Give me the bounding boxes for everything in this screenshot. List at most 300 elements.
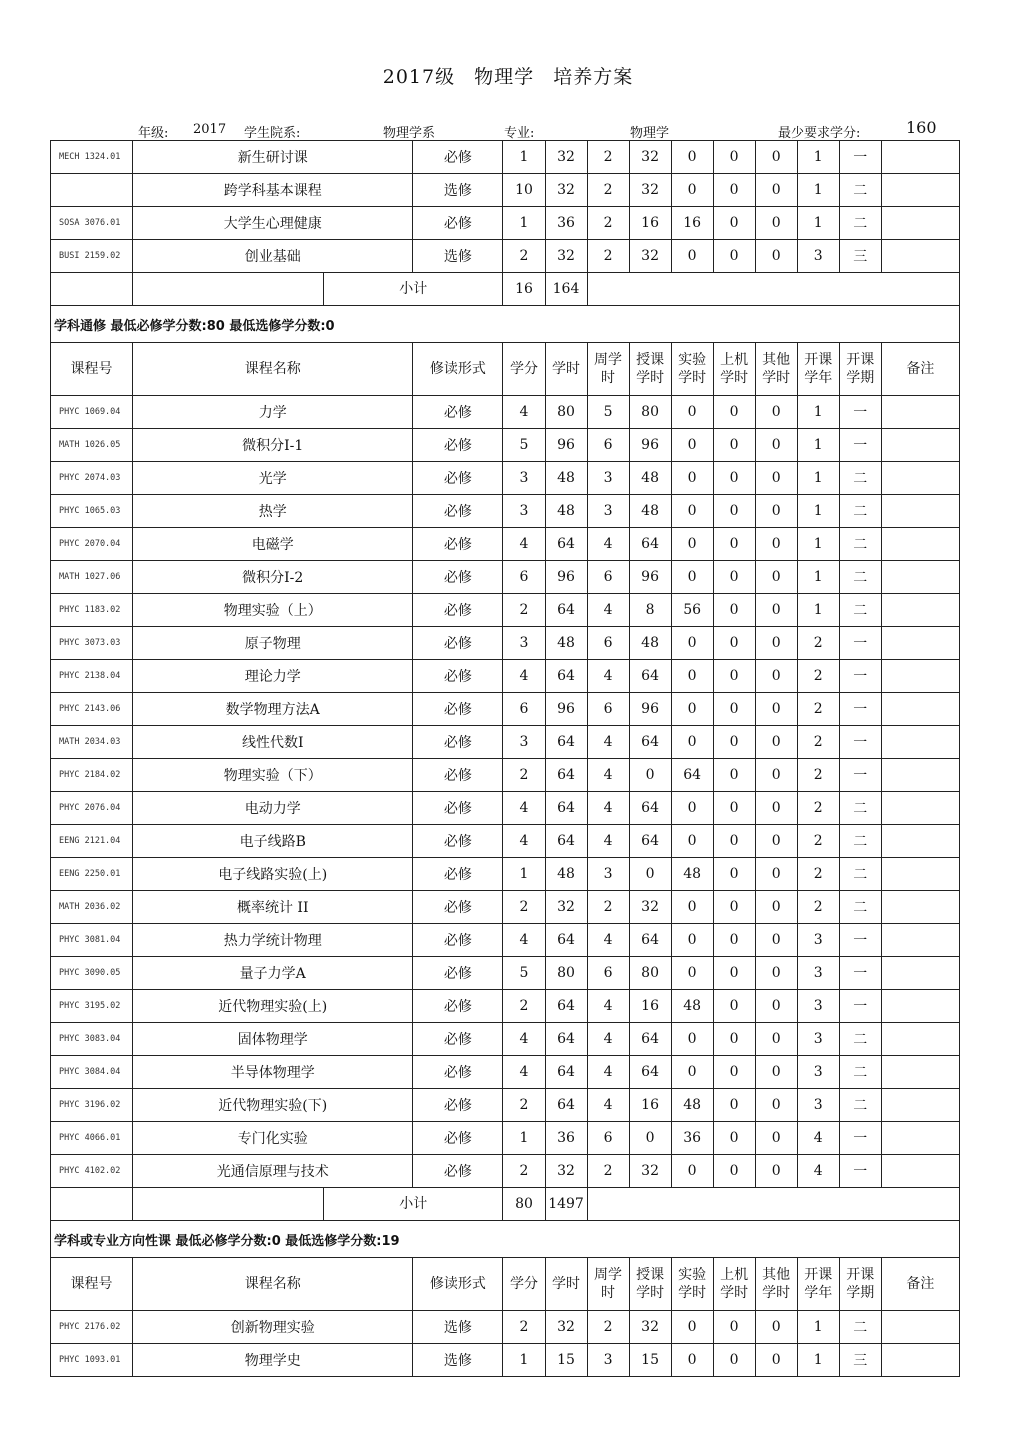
hours-cell: 64 [545,1023,587,1056]
study-mode-cell: 必修 [413,429,503,462]
credits-cell: 1 [503,141,545,174]
course-code-cell: PHYC 1069.04 [51,396,133,429]
hours-cell: 64 [545,660,587,693]
weekly-hours-cell: 6 [587,693,629,726]
course-name-cell: 创业基础 [133,240,413,273]
other-hours-cell: 0 [755,1155,797,1188]
course-code-cell: EENG 2121.04 [51,825,133,858]
table-row [51,1122,960,1155]
section-title: 学科通修 最低必修学分数:80 最低选修学分数:0 [51,306,960,343]
course-code-cell: PHYC 3196.02 [51,1089,133,1122]
lecture-hours-cell: 16 [629,1089,671,1122]
course-code-cell: PHYC 3090.05 [51,957,133,990]
course-plan-table [50,140,960,1377]
course-code-cell: BUSI 2159.02 [51,240,133,273]
remark-cell [881,1122,959,1155]
table-row [51,240,960,273]
start-year-header: 开课 学年 [797,343,839,396]
weekly-hours-cell: 4 [587,1089,629,1122]
credits-cell: 6 [503,693,545,726]
term-cell: 二 [839,528,881,561]
other-hours-cell: 0 [755,429,797,462]
remark-cell [881,957,959,990]
table-row [51,1023,960,1056]
title-plan: 培养方案 [553,66,634,88]
start-year-cell: 4 [797,1155,839,1188]
remark-cell [881,1155,959,1188]
course-code-cell: PHYC 3195.02 [51,990,133,1023]
course-code-cell: PHYC 2070.04 [51,528,133,561]
computer-hours-cell: 0 [713,1089,755,1122]
study-mode-cell: 必修 [413,891,503,924]
lecture-hours-header: 授课 学时 [629,343,671,396]
table-row [51,627,960,660]
study-mode-cell: 必修 [413,759,503,792]
lecture-hours-cell: 96 [629,429,671,462]
hours-cell: 64 [545,528,587,561]
term-cell: 一 [839,924,881,957]
start-year-cell: 2 [797,660,839,693]
other-hours-cell: 0 [755,1311,797,1344]
course-code-cell: MATH 1027.06 [51,561,133,594]
start-year-cell: 2 [797,726,839,759]
course-name-cell: 电子线路实验(上) [133,858,413,891]
lab-hours-cell: 36 [671,1122,713,1155]
start-year-cell: 4 [797,1122,839,1155]
credits-cell: 4 [503,396,545,429]
study-mode-cell: 必修 [413,1023,503,1056]
other-hours-cell: 0 [755,495,797,528]
computer-hours-cell: 0 [713,174,755,207]
lab-hours-cell: 0 [671,1344,713,1377]
term-cell: 一 [839,957,881,990]
start-year-cell: 1 [797,528,839,561]
lab-hours-cell: 0 [671,141,713,174]
subtotal-blank [51,273,133,306]
lecture-hours-cell: 32 [629,1155,671,1188]
subtotal-blank [51,1188,133,1221]
other-hours-cell: 0 [755,1023,797,1056]
course-name-cell: 创新物理实验 [133,1311,413,1344]
credits-cell: 4 [503,825,545,858]
remark-cell [881,594,959,627]
start-year-cell: 1 [797,141,839,174]
credits-cell: 3 [503,726,545,759]
grade-value: 2017 [193,122,227,137]
start-year-cell: 3 [797,240,839,273]
course-code-cell: PHYC 1093.01 [51,1344,133,1377]
subtotal-row [51,1188,960,1221]
lecture-hours-cell: 48 [629,627,671,660]
table-row [51,141,960,174]
hours-cell: 96 [545,561,587,594]
credits-cell: 4 [503,528,545,561]
course-name-cell: 力学 [133,396,413,429]
dept-value: 物理学系 [383,126,436,141]
term-cell: 二 [839,561,881,594]
table-row [51,561,960,594]
lab-hours-cell: 0 [671,561,713,594]
course-code-cell: MATH 1026.05 [51,429,133,462]
subtotal-hours: 164 [545,273,587,306]
hours-cell: 64 [545,594,587,627]
start-year-cell: 1 [797,429,839,462]
lab-hours-cell: 0 [671,429,713,462]
study-mode-cell: 必修 [413,990,503,1023]
study-mode-cell: 必修 [413,825,503,858]
weekly-hours-cell: 2 [587,1155,629,1188]
computer-hours-cell: 0 [713,1311,755,1344]
computer-hours-cell: 0 [713,990,755,1023]
hours-cell: 32 [545,240,587,273]
course-name-cell: 近代物理实验(下) [133,1089,413,1122]
lab-hours-cell: 0 [671,174,713,207]
term-cell: 二 [839,858,881,891]
course-name-cell: 电子线路B [133,825,413,858]
course-code-cell: PHYC 2143.06 [51,693,133,726]
course-name-cell: 大学生心理健康 [133,207,413,240]
term-cell: 一 [839,396,881,429]
start-year-cell: 1 [797,207,839,240]
start-year-cell: 2 [797,792,839,825]
subtotal-label [133,1188,503,1221]
course-name-cell: 概率统计 II [133,891,413,924]
table-row [51,792,960,825]
remark-header: 备注 [881,1258,959,1311]
lecture-hours-cell: 64 [629,924,671,957]
hours-cell: 48 [545,858,587,891]
credits-cell: 6 [503,561,545,594]
table-row [51,1311,960,1344]
lab-hours-cell: 16 [671,207,713,240]
subtotal-rest [587,273,959,306]
other-hours-cell: 0 [755,462,797,495]
study-mode-cell: 必修 [413,627,503,660]
credits-cell: 3 [503,495,545,528]
course-code-cell: PHYC 4066.01 [51,1122,133,1155]
other-hours-cell: 0 [755,561,797,594]
hours-cell: 80 [545,396,587,429]
remark-cell [881,240,959,273]
remark-cell [881,462,959,495]
credits-cell: 2 [503,759,545,792]
weekly-hours-cell: 4 [587,759,629,792]
course-code-cell: PHYC 2184.02 [51,759,133,792]
study-mode-cell: 必修 [413,1056,503,1089]
remark-cell [881,528,959,561]
other-hours-cell: 0 [755,594,797,627]
course-code-cell: EENG 2250.01 [51,858,133,891]
term-cell: 二 [839,207,881,240]
start-year-cell: 2 [797,825,839,858]
lab-hours-cell: 0 [671,240,713,273]
other-hours-cell: 0 [755,858,797,891]
table-row [51,528,960,561]
lab-hours-header: 实验 学时 [671,343,713,396]
table-row [51,429,960,462]
weekly-hours-cell: 6 [587,561,629,594]
table-row [51,174,960,207]
credits-cell: 1 [503,858,545,891]
remark-cell [881,792,959,825]
remark-cell [881,207,959,240]
course-name-cell: 原子物理 [133,627,413,660]
lab-hours-cell: 0 [671,957,713,990]
hours-cell: 32 [545,1155,587,1188]
lab-hours-cell: 0 [671,924,713,957]
lecture-hours-cell: 64 [629,825,671,858]
term-cell: 一 [839,990,881,1023]
course-name-cell: 微积分I-1 [133,429,413,462]
remark-cell [881,1311,959,1344]
course-name-cell: 固体物理学 [133,1023,413,1056]
hours-cell: 15 [545,1344,587,1377]
credits-cell: 1 [503,1344,545,1377]
study-mode-cell: 必修 [413,792,503,825]
lab-hours-cell: 0 [671,825,713,858]
study-mode-cell: 必修 [413,396,503,429]
other-hours-cell: 0 [755,759,797,792]
lecture-hours-header: 授课学时 [629,1258,671,1311]
start-year-cell: 3 [797,957,839,990]
study-mode-cell: 必修 [413,462,503,495]
table-row [51,495,960,528]
study-mode-cell: 选修 [413,1311,503,1344]
computer-hours-cell: 0 [713,1056,755,1089]
credits-cell: 3 [503,462,545,495]
computer-hours-cell: 0 [713,957,755,990]
weekly-hours-cell: 2 [587,1311,629,1344]
course-name-cell: 电动力学 [133,792,413,825]
table-row [51,207,960,240]
computer-hours-cell: 0 [713,462,755,495]
course-code-cell: PHYC 2076.04 [51,792,133,825]
start-year-cell: 1 [797,462,839,495]
start-year-cell: 2 [797,759,839,792]
course-code-cell: PHYC 3083.04 [51,1023,133,1056]
lab-hours-cell: 0 [671,495,713,528]
hours-cell: 32 [545,141,587,174]
lecture-hours-cell: 32 [629,141,671,174]
course-name-cell: 数学物理方法A [133,693,413,726]
study-mode-cell: 必修 [413,693,503,726]
course-code-cell [51,174,133,207]
section-title: 学科或专业方向性课 最低必修学分数:0 最低选修学分数:19 [51,1221,960,1258]
weekly-hours-cell: 4 [587,792,629,825]
section-header [51,306,960,343]
remark-cell [881,627,959,660]
hours-cell: 32 [545,1311,587,1344]
remark-cell [881,924,959,957]
course-code-cell: PHYC 2074.03 [51,462,133,495]
study-mode-cell: 必修 [413,141,503,174]
lecture-hours-cell: 96 [629,561,671,594]
study-mode-cell: 必修 [413,1122,503,1155]
table-row [51,990,960,1023]
table-row [51,660,960,693]
lab-hours-cell: 48 [671,858,713,891]
study-mode-cell: 必修 [413,726,503,759]
start-year-cell: 1 [797,174,839,207]
subtotal-label [133,273,503,306]
start-year-cell: 2 [797,693,839,726]
study-mode-cell: 必修 [413,594,503,627]
other-hours-cell: 0 [755,141,797,174]
study-mode-cell: 必修 [413,924,503,957]
table-row [51,1089,960,1122]
term-cell: 一 [839,1155,881,1188]
course-name-cell: 物理实验（上） [133,594,413,627]
lab-hours-cell: 64 [671,759,713,792]
other-hours-cell: 0 [755,240,797,273]
title-major: 物理学 [474,66,535,88]
computer-hours-cell: 0 [713,759,755,792]
weekly-hours-cell: 4 [587,924,629,957]
study-mode-cell: 必修 [413,858,503,891]
weekly-hours-cell: 2 [587,174,629,207]
computer-hours-cell: 0 [713,594,755,627]
hours-cell: 48 [545,495,587,528]
computer-hours-cell: 0 [713,528,755,561]
lab-hours-cell: 0 [671,693,713,726]
term-cell: 二 [839,174,881,207]
course-code-cell: PHYC 2176.02 [51,1311,133,1344]
start-year-cell: 1 [797,1344,839,1377]
course-name-cell: 新生研讨课 [133,141,413,174]
subtotal-row [51,273,960,306]
other-hours-cell: 0 [755,174,797,207]
remark-cell [881,1089,959,1122]
credits-cell: 4 [503,792,545,825]
study-mode-cell: 必修 [413,495,503,528]
major-value: 物理学 [630,126,670,141]
credits-cell: 2 [503,594,545,627]
computer-hours-cell: 0 [713,1023,755,1056]
weekly-hours-cell: 6 [587,957,629,990]
subtotal-credits: 80 [503,1188,545,1221]
computer-hours-header: 上机 学时 [713,343,755,396]
subtotal-text: 小计 [399,1196,428,1212]
computer-hours-cell: 0 [713,1344,755,1377]
lab-hours-cell: 0 [671,792,713,825]
remark-cell [881,396,959,429]
term-cell: 二 [839,594,881,627]
remark-cell [881,891,959,924]
computer-hours-cell: 0 [713,495,755,528]
other-hours-cell: 0 [755,957,797,990]
start-year-cell: 2 [797,891,839,924]
course-name-cell: 跨学科基本课程 [133,174,413,207]
credits-cell: 5 [503,957,545,990]
study-mode-cell: 必修 [413,957,503,990]
course-code-cell: MATH 2034.03 [51,726,133,759]
weekly-hours-cell: 3 [587,1344,629,1377]
hours-cell: 36 [545,207,587,240]
other-hours-cell: 0 [755,825,797,858]
hours-cell: 64 [545,825,587,858]
weekly-hours-cell: 3 [587,462,629,495]
column-header-row [51,343,960,396]
lecture-hours-cell: 0 [629,1122,671,1155]
study-mode-cell: 必修 [413,1089,503,1122]
weekly-hours-cell: 2 [587,207,629,240]
hours-cell: 32 [545,891,587,924]
credits-cell: 4 [503,660,545,693]
lab-hours-header: 实验学时 [671,1258,713,1311]
start-year-cell: 1 [797,1311,839,1344]
other-hours-cell: 0 [755,693,797,726]
term-header: 开课学期 [839,1258,881,1311]
table-row [51,759,960,792]
weekly-hours-cell: 4 [587,660,629,693]
course-name-cell: 量子力学A [133,957,413,990]
course-name-cell: 物理学史 [133,1344,413,1377]
term-cell: 一 [839,660,881,693]
term-cell: 二 [839,462,881,495]
credits-cell: 2 [503,990,545,1023]
term-cell: 一 [839,429,881,462]
course-name-cell: 专门化实验 [133,1122,413,1155]
table-row [51,693,960,726]
hours-cell: 96 [545,693,587,726]
hours-cell: 48 [545,462,587,495]
table-row [51,825,960,858]
subtotal-hours: 1497 [545,1188,587,1221]
computer-hours-cell: 0 [713,141,755,174]
start-year-header: 开课学年 [797,1258,839,1311]
start-year-cell: 2 [797,858,839,891]
hours-cell: 36 [545,1122,587,1155]
lecture-hours-cell: 80 [629,957,671,990]
course-code-cell: PHYC 2138.04 [51,660,133,693]
credits-cell: 2 [503,240,545,273]
computer-hours-cell: 0 [713,627,755,660]
start-year-cell: 3 [797,924,839,957]
table-row [51,957,960,990]
lab-hours-cell: 0 [671,1056,713,1089]
hours-cell: 64 [545,1056,587,1089]
credits-cell: 2 [503,891,545,924]
credits-cell: 2 [503,1089,545,1122]
lab-hours-cell: 0 [671,660,713,693]
hours-cell: 96 [545,429,587,462]
remark-cell [881,759,959,792]
major-label: 专业: [504,126,535,141]
term-cell: 二 [839,1089,881,1122]
remark-cell [881,495,959,528]
course-code-cell: PHYC 1065.03 [51,495,133,528]
lab-hours-cell: 56 [671,594,713,627]
table-row [51,924,960,957]
lecture-hours-cell: 96 [629,693,671,726]
lab-hours-cell: 48 [671,1089,713,1122]
hours-header: 学时 [545,343,587,396]
remark-cell [881,660,959,693]
hours-cell: 64 [545,792,587,825]
credits-cell: 4 [503,1056,545,1089]
computer-hours-cell: 0 [713,825,755,858]
weekly-hours-cell: 4 [587,594,629,627]
other-hours-cell: 0 [755,1089,797,1122]
lab-hours-cell: 0 [671,627,713,660]
subtotal-text: 小计 [399,281,428,297]
other-hours-cell: 0 [755,660,797,693]
study-mode-cell: 必修 [413,561,503,594]
weekly-hours-cell: 4 [587,528,629,561]
hours-cell: 64 [545,759,587,792]
other-hours-header: 其他 学时 [755,343,797,396]
computer-hours-cell: 0 [713,240,755,273]
